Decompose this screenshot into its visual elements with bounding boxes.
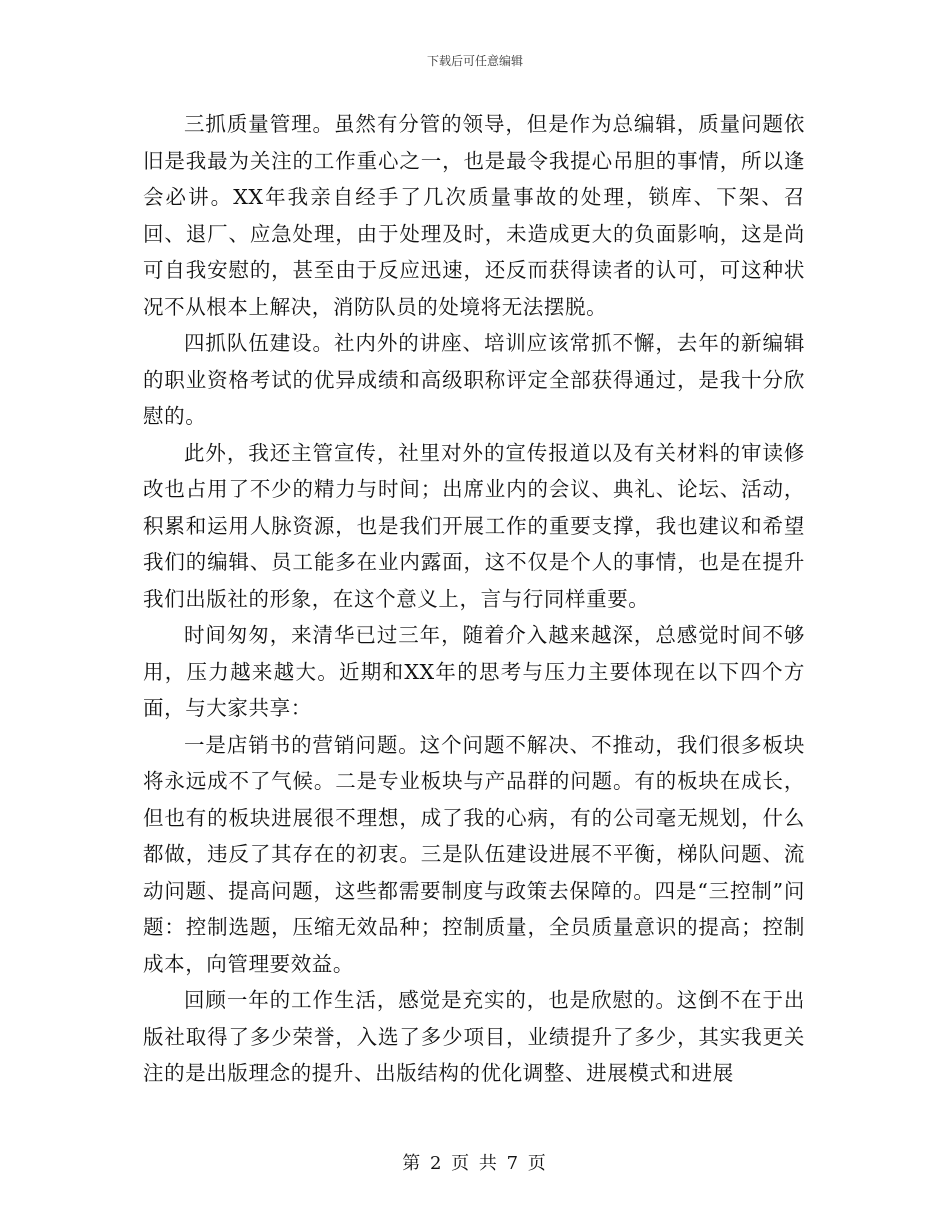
paragraph: 此外，我还主管宣传，社里对外的宣传报道以及有关材料的审读修改也占用了不少的精力与时间；出席业内的会议、典礼、论坛、活动，积累和运用人脉资源，也是我们开展工作的重要支撑，我也建议和希望我们的编辑、员工能多在业内露面，这不仅是个人的事情，也是在提升我们出版社的形象，在这个意义上，言与行同样重要。 <box>143 440 805 611</box>
paragraph: 三抓质量管理。虽然有分管的领导，但是作为总编辑，质量问题依旧是我最为关注的工作重心之一，也是最令我提心吊胆的事情，所以逢会必讲。XX年我亲自经手了几次质量事故的处理，锁库、下架、召回、退厂、应急处理，由于处理及时，未造成更大的负面影响，这是尚可自我安慰的，甚至由于反应迅速，还反而获得读者的认可，可这种状况不从根本上解决，消防队员的处境将无法摆脱。 <box>143 112 805 319</box>
paragraph: 一是店销书的营销问题。这个问题不解决、不推动，我们很多板块将永远成不了气候。二是专业板块与产品群的问题。有的板块在成长，但也有的板块进展很不理想，成了我的心病，有的公司毫无规划，什么都做，违反了其存在的初衷。三是队伍建设进展不平衡，梯队问题、流动问题、提高问题，这些都需要制度与政策去保障的。四是“三控制”问题：控制选题，压缩无效品种；控制质量，全员质量意识的提高；控制成本，向管理要效益。 <box>143 732 805 976</box>
paragraph: 回顾一年的工作生活，感觉是充实的，也是欣慰的。这倒不在于出版社取得了多少荣誉，入选了多少项目，业绩提升了多少，其实我更关注的是出版理念的提升、出版结构的优化调整、进展模式和进展 <box>143 988 805 1085</box>
page-number: 第 2 页 共 7 页 <box>402 1153 548 1174</box>
paragraph: 四抓队伍建设。社内外的讲座、培训应该常抓不懈，去年的新编辑的职业资格考试的优异成绩和高级职称评定全部获得通过，是我十分欣慰的。 <box>143 331 805 428</box>
page-header-note: 下载后可任意编辑 <box>426 54 523 68</box>
document-body <box>143 106 805 1092</box>
paragraph: 时间匆匆，来清华已过三年，随着介入越来越深，总感觉时间不够用，压力越来越大。近期和XX年的思考与压力主要体现在以下四个方面，与大家共享： <box>143 623 805 720</box>
